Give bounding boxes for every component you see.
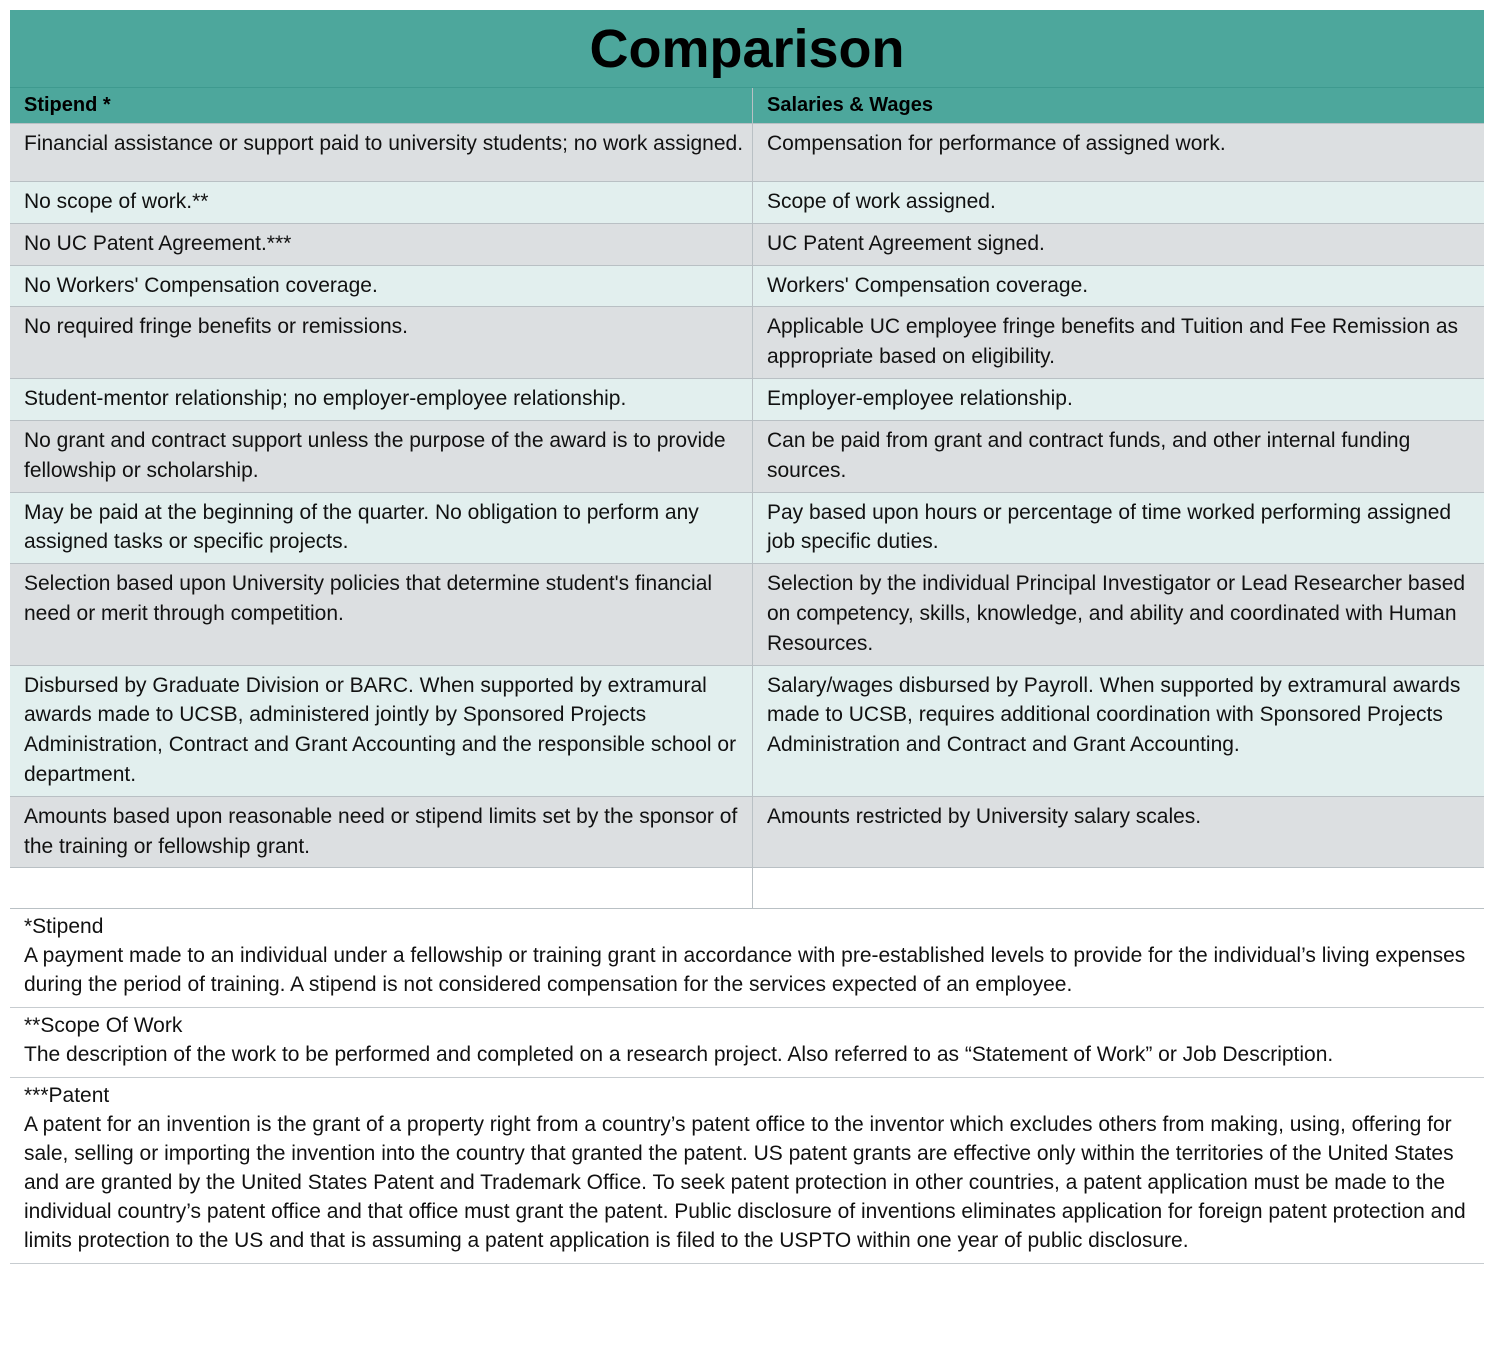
footnote-title: *Stipend	[24, 915, 104, 939]
table-row	[10, 493, 1484, 565]
table-row-blank	[10, 868, 1484, 909]
title-band	[10, 10, 1484, 88]
footnote-body: The description of the work to be performed and completed on a research project. Also referred to as “Statement of Work” or Job Description.	[24, 1043, 1334, 1067]
cell-stipend: Selection based upon University policies that determine student's financial need or merit through competition.	[10, 564, 753, 664]
table-row	[10, 124, 1484, 182]
cell-salaries: Applicable UC employee fringe benefits and Tuition and Fee Remission as appropriate based on eligibility.	[767, 315, 1459, 369]
cell-salaries: Workers' Compensation coverage.	[767, 273, 1089, 297]
cell-stipend: Financial assistance or support paid to university students; no work assigned.	[10, 124, 753, 181]
column-header-stipend: Stipend *	[10, 88, 753, 123]
table-row	[10, 379, 1484, 421]
table-row	[10, 224, 1484, 266]
cell-stipend	[10, 868, 753, 908]
footnote-stipend	[10, 909, 1484, 1008]
footnote-patent	[10, 1078, 1484, 1264]
footnote-scope-of-work	[10, 1008, 1484, 1078]
table-row	[10, 421, 1484, 493]
cell-stipend: No required fringe benefits or remissions.	[10, 307, 753, 378]
table-row	[10, 307, 1484, 379]
footnote-title: ***Patent	[24, 1084, 110, 1108]
footnote-title: **Scope Of Work	[24, 1014, 183, 1038]
cell-salaries: Pay based upon hours or percentage of time worked performing assigned job specific duties.	[767, 500, 1452, 554]
cell-salaries: Salary/wages disbursed by Payroll. When supported by extramural awards made to UCSB, requires additional coordination with Sponsored Projects Administration and Contract and Grant Accounting.	[767, 673, 1461, 757]
cell-stipend: No Workers' Compensation coverage.	[10, 266, 753, 307]
cell-stipend: Student-mentor relationship; no employer-employee relationship.	[10, 379, 753, 420]
cell-salaries: Can be paid from grant and contract funds, and other internal funding sources.	[767, 428, 1411, 482]
cell-salaries	[753, 868, 1484, 908]
cell-stipend: Disbursed by Graduate Division or BARC. When supported by extramural awards made to UCSB, administered jointly by Sponsored Projects Administration, Contract and Grant Accounting and the responsible school or department.	[10, 666, 753, 796]
table-row	[10, 797, 1484, 869]
page-title: Comparison	[589, 18, 905, 79]
cell-stipend: No grant and contract support unless the purpose of the award is to provide fellowship or scholarship.	[10, 421, 753, 492]
cell-stipend: No UC Patent Agreement.***	[10, 224, 753, 265]
table-header-row	[10, 88, 1484, 124]
cell-salaries: Amounts restricted by University salary scales.	[767, 804, 1202, 828]
cell-salaries: Employer-employee relationship.	[767, 387, 1073, 411]
column-header-salaries-wages: Salaries & Wages	[767, 94, 934, 116]
table-row	[10, 666, 1484, 797]
footnote-body: A patent for an invention is the grant of a property right from a country’s patent office to the inventor which excludes others from making, using, offering for sale, selling or importing the invention into the country that granted the patent. US patent grants are effective only within the territories of the United States and are granted by the United States Patent and Trademark Office. To seek patent protection in other countries, a patent application must be made to the individual country’s patent office and that office must grant the patent. Public disclosure of inventions eliminates application for foreign patent protection and limits protection to the US and that is assuming a patent application is filed to the USPTO within one year of public disclosure.	[24, 1113, 1466, 1253]
cell-stipend: May be paid at the beginning of the quarter. No obligation to perform any assigned tasks or specific projects.	[10, 493, 753, 564]
table-row	[10, 266, 1484, 308]
cell-salaries: Compensation for performance of assigned work.	[767, 132, 1226, 155]
cell-salaries: UC Patent Agreement signed.	[767, 231, 1045, 255]
table-row	[10, 182, 1484, 224]
cell-salaries: Scope of work assigned.	[767, 190, 996, 213]
table-row	[10, 564, 1484, 665]
footnote-body: A payment made to an individual under a fellowship or training grant in accordance with pre-established levels to provide for the individual’s living expenses during the period of training. A stipend is not considered compensation for the services expected of an employee.	[24, 944, 1466, 997]
cell-stipend: No scope of work.**	[10, 182, 753, 223]
cell-stipend: Amounts based upon reasonable need or stipend limits set by the sponsor of the training or fellowship grant.	[10, 797, 753, 868]
cell-salaries: Selection by the individual Principal Investigator or Lead Researcher based on competency, skills, knowledge, and ability and coordinated with Human Resources.	[767, 572, 1466, 655]
comparison-sheet	[10, 10, 1484, 1264]
